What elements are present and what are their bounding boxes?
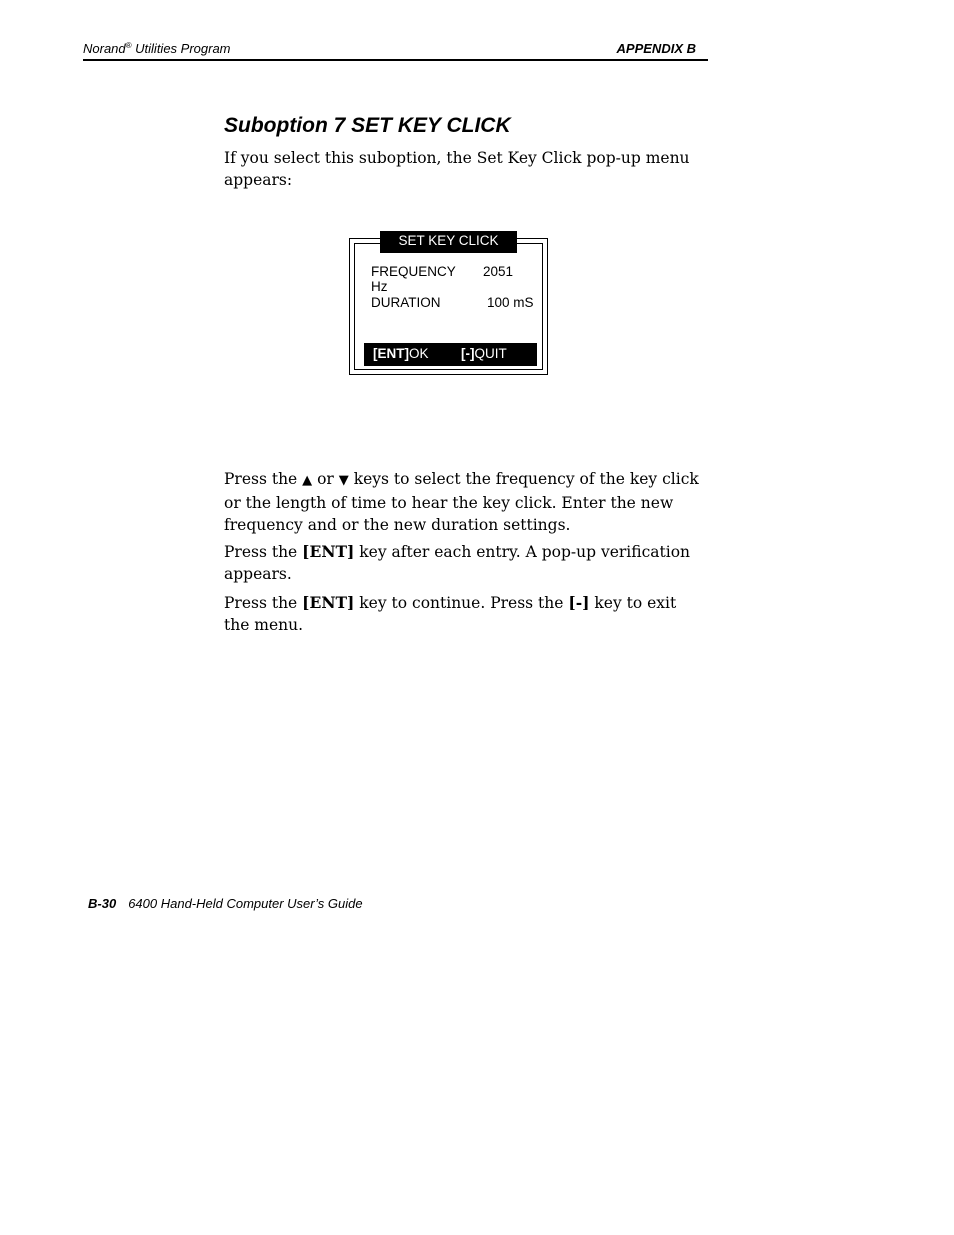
para2-text-a: Press the xyxy=(224,543,303,561)
page-footer xyxy=(88,896,363,911)
frequency-value: 2051 xyxy=(483,264,514,279)
ok-action xyxy=(373,343,429,364)
ent-key-text: [ENT] xyxy=(302,593,355,612)
para3-text-b: key to continue. Press the xyxy=(354,594,569,612)
up-arrow-icon: ▲ xyxy=(302,473,313,488)
para1-text-c: keys to select the frequency of the key click or the length of time to hear the key click. Enter the new frequency and or the new duration settings. xyxy=(224,470,699,534)
popup-action-bar xyxy=(364,343,537,366)
frequency-unit: Hz xyxy=(371,279,388,294)
para2-text-b: key after each entry. A pop-up verification appears. xyxy=(224,543,691,583)
popup-title: SET KEY CLICK xyxy=(380,231,517,253)
duration-label: DURATION xyxy=(371,295,441,310)
para3-text-c: key to exit the menu. xyxy=(224,594,677,634)
paragraph-continue-exit xyxy=(224,592,706,636)
ent-key-text: [ENT] xyxy=(302,542,355,561)
header-left-title xyxy=(83,41,231,56)
down-arrow-icon: ▼ xyxy=(338,473,349,488)
minus-key-text: [-] xyxy=(568,593,590,612)
ent-key-label: [ENT] xyxy=(373,346,409,361)
section-title: Suboption 7 SET KEY CLICK xyxy=(224,114,511,137)
page-number: B-30 xyxy=(88,896,117,911)
header-appendix: APPENDIX B xyxy=(616,41,696,56)
para1-text-b: or xyxy=(312,470,339,488)
para3-text-a: Press the xyxy=(224,594,303,612)
footer-guide-title: 6400 Hand-Held Computer User’s Guide xyxy=(128,896,363,911)
frequency-label: FREQUENCY xyxy=(371,264,456,279)
header-brand: Norand xyxy=(83,41,126,56)
duration-value: 100 mS xyxy=(487,295,534,310)
para1-text-a: Press the xyxy=(224,470,303,488)
registered-mark: ® xyxy=(125,41,132,50)
paragraph-select-settings xyxy=(224,468,706,536)
ok-label: OK xyxy=(409,346,429,361)
quit-action xyxy=(461,343,507,364)
header-program: Utilities Program xyxy=(131,41,231,56)
quit-label: QUIT xyxy=(474,346,507,361)
paragraph-after-entry xyxy=(224,541,706,585)
intro-paragraph: If you select this suboption, the Set Key Click pop-up menu appears: xyxy=(224,149,690,189)
page-header xyxy=(83,38,708,61)
minus-key-label: [-] xyxy=(461,346,475,361)
